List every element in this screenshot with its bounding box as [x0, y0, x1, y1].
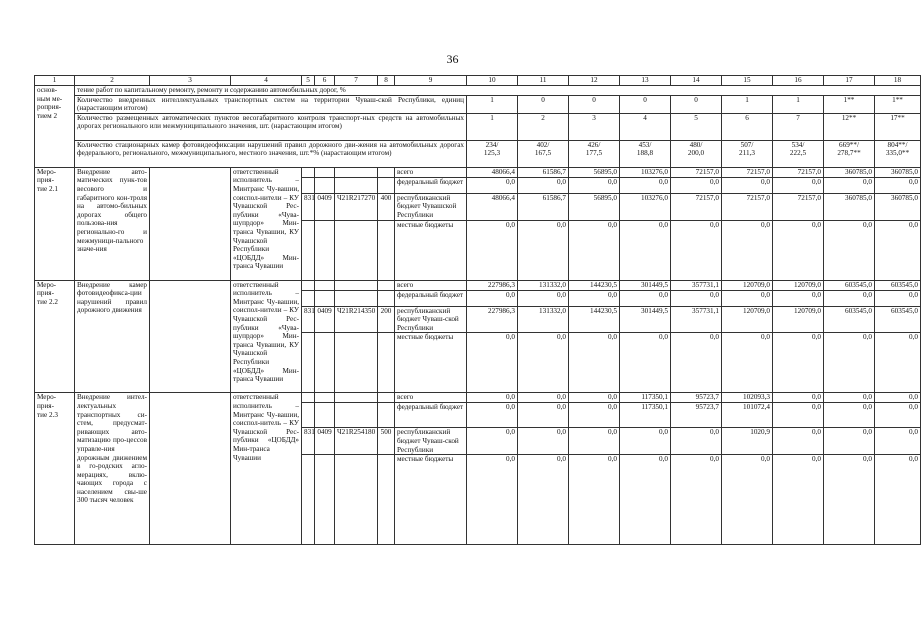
budget-code-empty	[302, 290, 315, 306]
funding-value: 0,0	[620, 428, 671, 455]
measure-title: Внедрение интел-лектуальных транспортных си-стем, предусмат-ривающих авто-матизацию про-цессов управле-ния дорожным движением в го-родских агло-мерациях, вклю-чающих города с населением свы-ше 300 тысяч человек	[75, 393, 150, 545]
funding-value: 61586,7	[518, 167, 569, 177]
col-header: 18	[875, 76, 921, 86]
funding-value: 0,0	[467, 428, 518, 455]
funding-value: 0,0	[773, 455, 824, 545]
funding-value: 0,0	[875, 220, 921, 280]
indicator-value: 7	[773, 113, 824, 140]
budget-code-empty	[335, 280, 378, 290]
col-header: 2	[75, 76, 150, 86]
budget-code-rzpr: 0409	[315, 193, 335, 220]
funding-value: 72157,0	[671, 167, 722, 177]
funding-value: 0,0	[671, 177, 722, 193]
budget-code-csr: Ч21R254180	[335, 428, 378, 455]
indicator-value: 1**	[824, 95, 875, 113]
funding-source: федеральный бюджет	[395, 177, 467, 193]
measure-executor: ответственный исполнитель – Минтранс Чу-вашии, соиспол-нители – КУ Чувашской Рес-публики «Чува-шупрдор» Мин-транса Чувашии, КУ Чувашской Республики «ЦОБДД» Мин-транса Чувашии	[231, 280, 302, 393]
indicator-value: 17**	[875, 113, 921, 140]
indicator-value: 0	[671, 95, 722, 113]
funding-value: 0,0	[569, 455, 620, 545]
funding-value: 360785,0	[824, 167, 875, 177]
page-number: 36	[446, 52, 459, 66]
funding-value: 0,0	[467, 177, 518, 193]
indicator-text: Количество внедренных интеллектуальных транспортных систем на территории Чуваш-ской Республики, единиц (нарастающим итогом)	[75, 95, 467, 113]
funding-value: 0,0	[875, 403, 921, 428]
budget-code-empty	[335, 455, 378, 545]
funding-value: 603545,0	[824, 280, 875, 290]
funding-value: 72157,0	[773, 167, 824, 177]
funding-value: 0,0	[722, 333, 773, 393]
indicator-value: 1**	[875, 95, 921, 113]
funding-value: 0,0	[671, 220, 722, 280]
funding-value: 120709,0	[722, 306, 773, 333]
indicator-value: 534/ 222,5	[773, 140, 824, 167]
indicator-row	[35, 95, 921, 113]
funding-value: 72157,0	[773, 193, 824, 220]
funding-value: 72157,0	[722, 167, 773, 177]
col-header: 3	[150, 76, 231, 86]
funding-value: 131332,0	[518, 306, 569, 333]
funding-value: 0,0	[773, 177, 824, 193]
col-header: 6	[315, 76, 335, 86]
funding-value: 101072,4	[722, 403, 773, 428]
indicator-value: 4	[620, 113, 671, 140]
funding-value: 0,0	[518, 428, 569, 455]
funding-value: 603545,0	[824, 306, 875, 333]
budget-code-empty	[302, 393, 315, 403]
funding-source: республиканский бюджет Чувашской Республики	[395, 193, 467, 220]
funding-value: 120709,0	[773, 306, 824, 333]
budget-code-empty	[378, 403, 395, 428]
funding-value: 0,0	[467, 455, 518, 545]
indicator-value: 2	[518, 113, 569, 140]
funding-value: 0,0	[467, 220, 518, 280]
funding-value: 48066,4	[467, 167, 518, 177]
funding-value: 0,0	[875, 333, 921, 393]
funding-value: 0,0	[518, 403, 569, 428]
indicator-value: 1	[467, 95, 518, 113]
funding-value: 120709,0	[773, 280, 824, 290]
budget-code-empty	[315, 393, 335, 403]
indicator-text: Количество стационарных камер фотовидеофиксации нарушений правил дорожного дви-жения на автомобильных дорогах федерального, регионального, межмуниципального, местного значения, шт.*% (нарастающим итогом)	[75, 140, 467, 167]
funding-source: федеральный бюджет	[395, 403, 467, 428]
budget-code-empty	[378, 290, 395, 306]
funding-source: местные бюджеты	[395, 220, 467, 280]
indicator-value: 804**/ 335,0**	[875, 140, 921, 167]
measure-executor: ответственный исполнитель – Минтранс Чу-вашии, соиспол-нитель – КУ Чувашской Рес-публики «ЦОБДД» Мин-транса Чувашии	[231, 393, 302, 545]
funding-value: 0,0	[620, 220, 671, 280]
budget-code-empty	[302, 167, 315, 177]
funding-value: 72157,0	[671, 193, 722, 220]
funding-source: всего	[395, 167, 467, 177]
budget-code-empty	[302, 333, 315, 393]
funding-value: 0,0	[875, 428, 921, 455]
indicator-value: 426/ 177,5	[569, 140, 620, 167]
indicator-value: 1	[773, 95, 824, 113]
funding-value: 0,0	[671, 455, 722, 545]
funding-value: 0,0	[671, 428, 722, 455]
budget-code-empty	[315, 167, 335, 177]
indicator-value: 6	[722, 113, 773, 140]
funding-value: 95723,7	[671, 393, 722, 403]
budget-code-empty	[315, 220, 335, 280]
funding-source: федеральный бюджет	[395, 290, 467, 306]
col-header: 16	[773, 76, 824, 86]
funding-value: 0,0	[518, 177, 569, 193]
indicator-value: 3	[569, 113, 620, 140]
funding-row	[35, 280, 921, 290]
measure-number: Меро- прия- тие 2.3	[35, 393, 75, 545]
indicator-value: 234/ 125,3	[467, 140, 518, 167]
indicator-row	[35, 140, 921, 167]
funding-value: 227986,3	[467, 306, 518, 333]
budget-code-empty	[378, 177, 395, 193]
budget-code-empty	[335, 333, 378, 393]
measure-number: Меро- прия- тие 2.1	[35, 167, 75, 280]
indicator-value: 1	[467, 113, 518, 140]
budget-code-empty	[315, 177, 335, 193]
funding-value: 72157,0	[722, 193, 773, 220]
funding-value: 0,0	[620, 455, 671, 545]
indicator-text: тение работ по капитальному ремонту, ремонту и содержанию автомобильных дорог, %	[75, 86, 921, 96]
measure-title: Внедрение авто-матических пунк-тов весового и габаритного кон-троля на автомо-бильных дорогах общего пользова-ния регионально-го и межмуници-пального значе-ния	[75, 167, 150, 280]
measure-title: Внедрение камер фотовидеофикса-ции нарушений правил дорожного движения	[75, 280, 150, 393]
budget-code-csr: Ч21R217270	[335, 193, 378, 220]
budget-code-empty	[315, 333, 335, 393]
funding-value: 357731,1	[671, 280, 722, 290]
budget-code-empty	[302, 220, 315, 280]
measure-blank	[150, 167, 231, 280]
col-header: 15	[722, 76, 773, 86]
budget-code-vr: 400	[378, 193, 395, 220]
budget-code-grbs: 831	[302, 193, 315, 220]
col-header: 9	[395, 76, 467, 86]
budget-code-empty	[378, 220, 395, 280]
budget-code-empty	[315, 290, 335, 306]
col-header: 13	[620, 76, 671, 86]
funding-value: 144230,5	[569, 280, 620, 290]
funding-value: 0,0	[722, 290, 773, 306]
funding-value: 1020,9	[722, 428, 773, 455]
funding-value: 0,0	[824, 177, 875, 193]
funding-value: 0,0	[620, 290, 671, 306]
funding-row	[35, 167, 921, 177]
budget-table	[34, 75, 921, 545]
funding-value: 0,0	[518, 220, 569, 280]
budget-code-empty	[335, 167, 378, 177]
col-header: 1	[35, 76, 75, 86]
funding-value: 0,0	[569, 333, 620, 393]
funding-value: 0,0	[773, 290, 824, 306]
measure-executor: ответственный исполнитель – Минтранс Чу-вашии, соиспол-нители – КУ Чувашской Рес-публики «Чува-шупрдор» Мин-транса Чувашии, КУ Чувашской Республики «ЦОБДД» Мин-транса Чувашии	[231, 167, 302, 280]
funding-value: 0,0	[824, 403, 875, 428]
funding-value: 0,0	[569, 290, 620, 306]
funding-value: 0,0	[773, 220, 824, 280]
funding-value: 0,0	[518, 455, 569, 545]
indicator-value: 0	[569, 95, 620, 113]
funding-value: 102093,3	[722, 393, 773, 403]
indicator-value: 12**	[824, 113, 875, 140]
funding-value: 227986,3	[467, 280, 518, 290]
budget-code-grbs: 831	[302, 306, 315, 333]
main-measure-label: основ- ным ме- роприя- тием 2	[35, 86, 75, 168]
indicator-row	[35, 86, 921, 96]
budget-code-empty	[315, 403, 335, 428]
funding-source: местные бюджеты	[395, 333, 467, 393]
funding-value: 144230,5	[569, 306, 620, 333]
indicator-value: 0	[518, 95, 569, 113]
budget-code-rzpr: 0409	[315, 428, 335, 455]
funding-value: 0,0	[773, 428, 824, 455]
budget-code-vr: 200	[378, 306, 395, 333]
budget-code-empty	[378, 280, 395, 290]
funding-value: 0,0	[875, 455, 921, 545]
funding-value: 61586,7	[518, 193, 569, 220]
budget-code-empty	[302, 403, 315, 428]
col-header: 4	[231, 76, 302, 86]
funding-value: 0,0	[875, 290, 921, 306]
funding-value: 603545,0	[875, 306, 921, 333]
funding-value: 131332,0	[518, 280, 569, 290]
col-header: 10	[467, 76, 518, 86]
funding-value: 0,0	[569, 177, 620, 193]
budget-code-empty	[302, 177, 315, 193]
funding-value: 0,0	[824, 393, 875, 403]
funding-value: 0,0	[824, 428, 875, 455]
budget-code-empty	[335, 220, 378, 280]
indicator-value: 402/ 167,5	[518, 140, 569, 167]
indicator-value: 1	[722, 95, 773, 113]
funding-value: 0,0	[518, 393, 569, 403]
funding-value: 95723,7	[671, 403, 722, 428]
funding-value: 0,0	[467, 333, 518, 393]
budget-code-csr: Ч21R214350	[335, 306, 378, 333]
budget-code-empty	[315, 455, 335, 545]
measure-number: Меро- прия- тие 2.2	[35, 280, 75, 393]
col-header: 14	[671, 76, 722, 86]
funding-value: 357731,1	[671, 306, 722, 333]
funding-value: 603545,0	[875, 280, 921, 290]
budget-code-empty	[335, 177, 378, 193]
measure-blank	[150, 393, 231, 545]
funding-source: всего	[395, 280, 467, 290]
funding-value: 0,0	[875, 177, 921, 193]
indicator-value: 0	[620, 95, 671, 113]
col-header: 5	[302, 76, 315, 86]
funding-value: 0,0	[569, 393, 620, 403]
funding-value: 0,0	[620, 333, 671, 393]
funding-value: 0,0	[467, 403, 518, 428]
funding-value: 48066,4	[467, 193, 518, 220]
col-header: 7	[335, 76, 378, 86]
funding-value: 0,0	[773, 403, 824, 428]
funding-value: 56895,0	[569, 167, 620, 177]
funding-value: 0,0	[467, 290, 518, 306]
budget-code-grbs: 831	[302, 428, 315, 455]
column-number-row	[35, 76, 921, 86]
funding-value: 0,0	[824, 220, 875, 280]
budget-code-empty	[378, 167, 395, 177]
funding-value: 0,0	[722, 177, 773, 193]
funding-row	[35, 393, 921, 403]
funding-value: 0,0	[569, 428, 620, 455]
budget-code-empty	[302, 455, 315, 545]
funding-value: 0,0	[671, 333, 722, 393]
budget-code-empty	[302, 280, 315, 290]
funding-value: 0,0	[620, 177, 671, 193]
budget-code-empty	[335, 403, 378, 428]
col-header: 8	[378, 76, 395, 86]
funding-source: местные бюджеты	[395, 455, 467, 545]
budget-code-empty	[315, 280, 335, 290]
measure-blank	[150, 280, 231, 393]
budget-code-vr: 500	[378, 428, 395, 455]
funding-value: 360785,0	[824, 193, 875, 220]
funding-value: 0,0	[773, 393, 824, 403]
funding-value: 103276,0	[620, 193, 671, 220]
funding-source: республиканский бюджет Чуваш-ской Республики	[395, 306, 467, 333]
budget-code-empty	[378, 455, 395, 545]
budget-code-empty	[378, 393, 395, 403]
funding-value: 301449,5	[620, 280, 671, 290]
funding-value: 301449,5	[620, 306, 671, 333]
funding-source: республиканский бюджет Чуваш-ской Республики	[395, 428, 467, 455]
funding-value: 117350,1	[620, 403, 671, 428]
funding-value: 56895,0	[569, 193, 620, 220]
indicator-value: 507/ 211,3	[722, 140, 773, 167]
indicator-row	[35, 113, 921, 140]
funding-value: 0,0	[773, 333, 824, 393]
budget-code-rzpr: 0409	[315, 306, 335, 333]
indicator-value: 480/ 200,0	[671, 140, 722, 167]
col-header: 11	[518, 76, 569, 86]
funding-value: 0,0	[824, 455, 875, 545]
funding-value: 117350,1	[620, 393, 671, 403]
funding-value: 0,0	[518, 333, 569, 393]
funding-value: 0,0	[824, 333, 875, 393]
budget-code-empty	[378, 333, 395, 393]
funding-value: 0,0	[671, 290, 722, 306]
funding-value: 360785,0	[875, 193, 921, 220]
indicator-text: Количество размещенных автоматических пунктов весогабаритного контроля транспорт-ных средств на автомобильных дорогах регионального или межмуниципального значения, шт. (нарастающим итогом)	[75, 113, 467, 140]
indicator-value: 669**/ 278,7**	[824, 140, 875, 167]
funding-value: 120709,0	[722, 280, 773, 290]
funding-value: 0,0	[569, 403, 620, 428]
budget-code-empty	[335, 290, 378, 306]
col-header: 12	[569, 76, 620, 86]
funding-value: 103276,0	[620, 167, 671, 177]
indicator-value: 5	[671, 113, 722, 140]
funding-value: 0,0	[569, 220, 620, 280]
funding-value: 0,0	[722, 220, 773, 280]
budget-code-empty	[335, 393, 378, 403]
funding-value: 0,0	[722, 455, 773, 545]
funding-value: 0,0	[467, 393, 518, 403]
indicator-value: 453/ 188,8	[620, 140, 671, 167]
funding-value: 360785,0	[875, 167, 921, 177]
funding-value: 0,0	[824, 290, 875, 306]
funding-value: 0,0	[518, 290, 569, 306]
col-header: 17	[824, 76, 875, 86]
funding-value: 0,0	[875, 393, 921, 403]
funding-source: всего	[395, 393, 467, 403]
